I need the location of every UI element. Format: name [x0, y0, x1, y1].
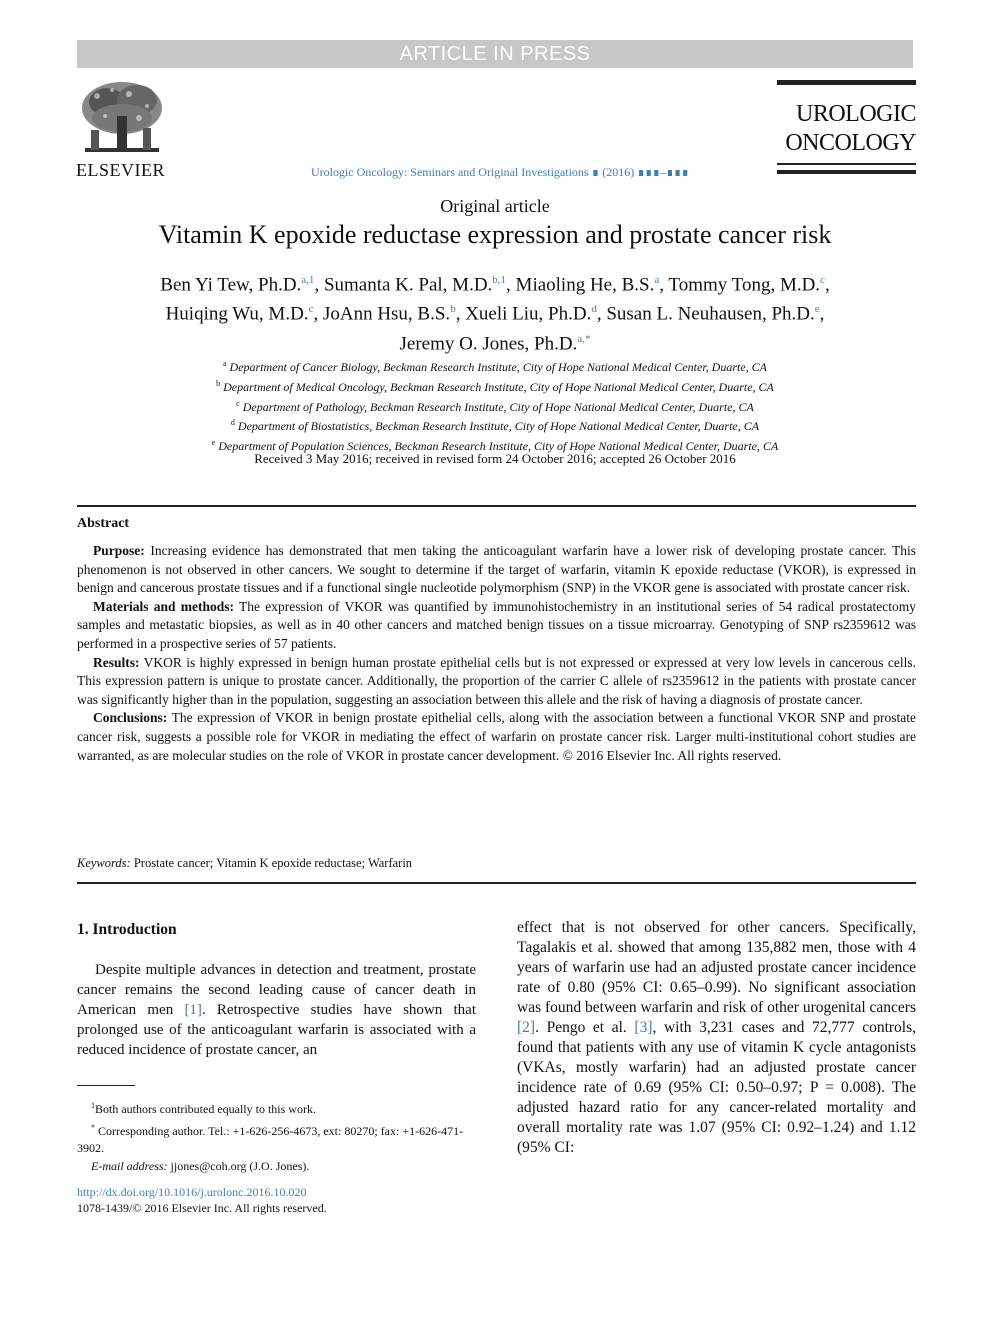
author-name: Miaoling He, B.S.: [515, 274, 655, 296]
abstract-text: The expression of VKOR in benign prostate epithelial cells, along with the association between a functional VKOR SNP and prostate cancer risk, suggests a possible role for VKOR in mediating the effect of warfarin on prostate cancer risk. Larger multi-institutional cohort studies are warranted, as are molecular studies on the role of VKOR in prostate cancer development. © 2016 Elsevier Inc. All rights reserved.: [77, 710, 916, 763]
author-affiliation-marker[interactable]: c: [308, 303, 314, 316]
affiliation-line: [60, 396, 930, 416]
keywords-label: Keywords:: [77, 856, 131, 870]
author-separator: ,: [455, 303, 466, 325]
article-title: Vitamin K epoxide reductase expression and prostate cancer risk: [158, 220, 832, 249]
affiliation-line: [60, 415, 930, 435]
author-affiliation-marker[interactable]: b: [450, 303, 456, 316]
author-separator: ,: [314, 274, 324, 296]
abstract-conclusions: [77, 709, 916, 765]
header-rule-top: [777, 80, 916, 85]
abstract-text: The expression of VKOR was quantified by immunohistochemistry in an institutional series of 54 radical prostatectomy samples and metastatic biopsies, as well as in 40 other cancers and matched benign tissues on a tissue microarray. Genotyping of SNP rs2359612 was performed in a prospective series of 57 patients.: [77, 598, 916, 651]
author-name: Sumanta K. Pal, M.D.: [323, 274, 493, 296]
header-rule-bottom-thick: [777, 170, 916, 174]
abstract-heading: Abstract: [77, 516, 130, 531]
abstract-body: [77, 542, 916, 765]
journal-citation[interactable]: [200, 165, 800, 180]
footnote-marker: 1: [91, 1101, 95, 1110]
author-separator: ,: [659, 274, 669, 296]
author-affiliation-marker[interactable]: c: [820, 274, 825, 286]
intro-text: . Retrospective studies have shown that prolonged use of the anticoagulant warfarin is associated with a reduced incidence of prostate cancer, an: [77, 1002, 476, 1058]
author-name: JoAnn Hsu, B.S.: [322, 303, 451, 325]
abstract-label: Conclusions:: [93, 710, 168, 726]
footnote-text: Corresponding author. Tel.: +1-626-256-4673, ext: 80270; fax: +1-626-471-3902.: [77, 1123, 464, 1155]
affiliation-line: [60, 356, 930, 376]
footnote-text: Both authors contributed equally to this work.: [95, 1102, 316, 1116]
author-affiliation-marker[interactable]: e: [814, 303, 820, 316]
left-column: [77, 920, 476, 1060]
footnote-equal-contribution: [77, 1097, 476, 1119]
author-separator: ,: [824, 274, 830, 296]
journal-link[interactable]: Urologic Oncology: Seminars and Original Investigations: [310, 165, 589, 179]
publisher-name: ELSEVIER: [76, 160, 165, 180]
author-separator: ,: [819, 303, 825, 325]
author-affiliation-marker[interactable]: b,1: [492, 274, 507, 286]
header-rule-bottom: [777, 163, 916, 165]
reference-link-3[interactable]: [3]: [634, 1019, 653, 1036]
reference-link-1[interactable]: [1]: [184, 1002, 202, 1018]
keywords-text: Prostate cancer; Vitamin K epoxide reductase; Warfarin: [133, 856, 413, 870]
right-column: [517, 918, 916, 1158]
footnote-email: [77, 1158, 476, 1176]
abstract-results: [77, 654, 916, 710]
abstract-label: Results:: [93, 654, 140, 670]
keywords: [77, 856, 412, 871]
intro-paragraph-continued: [517, 918, 916, 1158]
author-name: Huiqing Wu, M.D.: [165, 303, 309, 325]
footnotes: [77, 1097, 476, 1175]
abstract-methods: [77, 598, 916, 654]
author-name: Tommy Tong, M.D.: [668, 274, 821, 296]
author-affiliation-marker[interactable]: a,*: [577, 332, 591, 345]
affiliation-key: c: [236, 398, 240, 408]
affiliation-text: Department of Medical Oncology, Beckman Research Institute, City of Hope National Medical Center, Duarte, CA: [223, 379, 774, 394]
affiliation-text: Department of Population Sciences, Beckman Research Institute, City of Hope National Medical Center, Duarte, CA: [218, 439, 779, 454]
elsevier-tree-logo: [77, 78, 167, 158]
affiliation-key: d: [230, 418, 235, 428]
author-affiliation-marker[interactable]: a: [654, 274, 660, 286]
abstract-label: Materials and methods:: [93, 598, 235, 614]
reference-link-2[interactable]: [2]: [517, 1019, 536, 1036]
footnote-marker: *: [91, 1122, 95, 1132]
abstract-text: Increasing evidence has demonstrated that men taking the anticoagulant warfarin have a lower risk of developing prostate cancer. This phenomenon is not observed in other cancers. We sought to determine if the target of warfarin, vitamin K epoxide reductase (VKOR), is expressed in benign and cancerous prostate tissues and if a functional single nucleotide polymorphism (SNP) in the VKOR gene is associated with prostate cancer risk.: [77, 543, 917, 596]
journal-logo-line2: ONCOLOGY: [785, 130, 916, 156]
author-separator: ,: [596, 303, 607, 325]
article-type: Original article: [440, 196, 550, 216]
author-name: Ben Yi Tew, Ph.D.: [160, 274, 302, 296]
affiliation-text: Department of Cancer Biology, Beckman Research Institute, City of Hope National Medical Center, Duarte, CA: [229, 360, 768, 374]
intro-text: effect that is not observed for other cancers. Specifically, Tagalakis et al. showed that among 135,882 men, those with 4 years of warfarin use had an adjusted prostate cancer incidence rate of 0.80 (95% CI: 0.65–0.99). No significant association was found between warfarin and risk of other urogenital cancers: [517, 919, 916, 1016]
affiliations: [60, 356, 930, 455]
doi-link[interactable]: http://dx.doi.org/10.1016/j.urolonc.2016.10.020: [77, 1185, 307, 1199]
journal-logo-line1: UROLOGIC: [796, 101, 916, 127]
journal-logo: [770, 100, 916, 158]
author-separator: ,: [313, 303, 323, 325]
author-list: [60, 268, 930, 356]
affiliation-key: e: [211, 438, 216, 448]
journal-volume: ∎ (2016) ∎∎∎–∎∎∎: [591, 165, 690, 179]
affiliation-text: Department of Pathology, Beckman Research Institute, City of Hope National Medical Center, Duarte, CA: [242, 399, 754, 414]
author-name: Xueli Liu, Ph.D.: [465, 303, 592, 325]
email-link[interactable]: jjones@coh.org (J.O. Jones).: [170, 1158, 310, 1173]
article-in-press-banner: ARTICLE IN PRESS: [77, 40, 913, 68]
footnote-corresponding: [77, 1119, 476, 1158]
article-dates: Received 3 May 2016; received in revised form 24 October 2016; accepted 26 October 2016: [254, 451, 736, 466]
affiliation-key: a: [222, 359, 227, 368]
affiliation-key: b: [216, 378, 221, 388]
intro-paragraph: [77, 960, 476, 1060]
intro-text: . Pengo et al.: [535, 1019, 635, 1036]
affiliation-text: Department of Biostatistics, Beckman Research Institute, City of Hope National Medical Center, Duarte, CA: [237, 419, 760, 434]
intro-text: , with 3,231 cases and 72,777 controls, found that patients with any use of vitamin K cycle antagonists (VKAs, mostly warfarin) had an adjusted prostate cancer incidence rate of 0.69 (95% CI: 0.50–0.97; P = 0.008). The adjusted hazard ratio for any cancer-related mortality and overall mortality rate was 1.07 (95% CI: 0.92–1.24) and 1.12 (95% CI:: [517, 1019, 917, 1156]
author-name: Susan L. Neuhausen, Ph.D.: [606, 303, 815, 325]
intro-text: Despite multiple advances in detection and treatment, prostate cancer remains the second leading cause of cancer death in American men: [77, 962, 476, 1018]
abstract-top-rule: [77, 505, 916, 507]
author-affiliation-marker[interactable]: d: [591, 303, 597, 316]
author-separator: ,: [506, 274, 516, 296]
author-name: Jeremy O. Jones, Ph.D.: [399, 332, 578, 354]
footnote-rule: [77, 1085, 135, 1086]
abstract-label: Purpose:: [93, 543, 145, 558]
abstract-purpose: [77, 542, 916, 598]
author-affiliation-marker[interactable]: a,1: [301, 274, 315, 286]
section-heading-introduction: 1. Introduction: [77, 921, 177, 938]
keywords-bottom-rule: [77, 882, 916, 884]
copyright-line: 1078-1439/© 2016 Elsevier Inc. All rights reserved.: [77, 1201, 327, 1215]
abstract-text: VKOR is highly expressed in benign human prostate epithelial cells but is not expressed or expressed at very low levels in cancerous cells. This expression pattern is unique to prostate cancer. Additionally, the proportion of the carrier C allele of rs2359612 in the patients with prostate cancer was significantly higher than in the population, suggesting an association between this allele and the risk of having a diagnosis of prostate cancer.: [77, 654, 916, 707]
email-label: E-mail address:: [91, 1158, 168, 1173]
affiliation-line: [60, 376, 930, 396]
